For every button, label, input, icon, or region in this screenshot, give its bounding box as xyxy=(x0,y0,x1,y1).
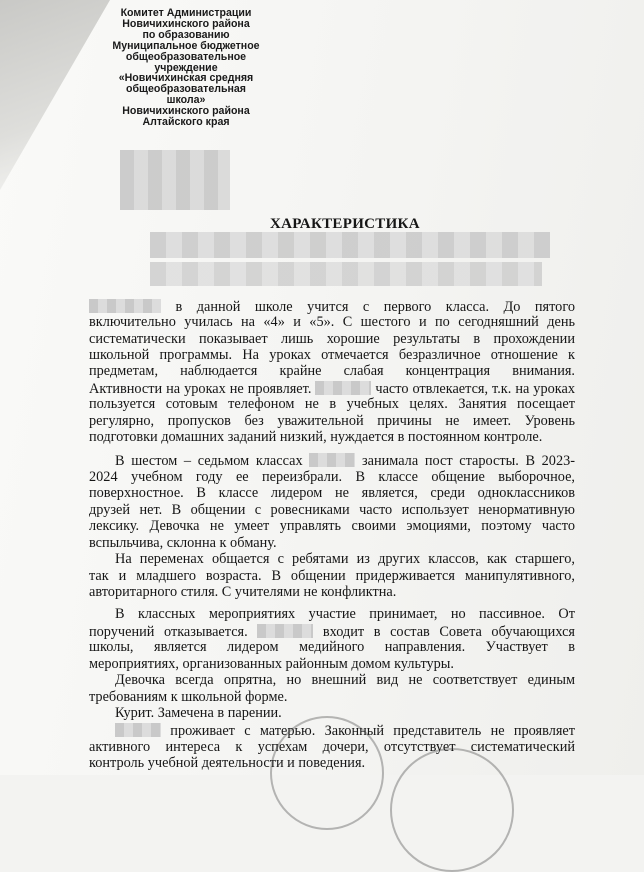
text-fragment: часто отвлекается, т.к. на уроках xyxy=(375,381,575,397)
official-stamp xyxy=(270,716,384,830)
text-fragment: проживает с матерью. Законный представитель не проявляет xyxy=(170,723,575,739)
text-line: школьной программы. На уроках отмечается безразличное отношение к xyxy=(89,347,575,363)
text-line: поверхностное. В классе лидером не является, среди одноклассников xyxy=(89,485,575,501)
header-line: школа» xyxy=(166,94,206,107)
redacted-name xyxy=(115,723,161,737)
text-line: требованиям к школьной форме. xyxy=(89,689,288,705)
text-fragment: занимала пост старосты. В 2023- xyxy=(361,453,576,469)
header-line: общеобразовательная xyxy=(126,83,246,96)
text-fragment: поручений отказывается. xyxy=(89,624,248,640)
text-line: Девочка всегда опрятна, но внешний вид не соответствует единым xyxy=(115,672,575,688)
header-line: Новичихинского района xyxy=(122,105,250,118)
redacted-name xyxy=(150,262,542,286)
page-fold-shadow xyxy=(0,0,110,190)
redacted-name xyxy=(309,453,355,467)
text-line: активного интереса к успехам дочери, отсутствует систематический xyxy=(89,739,575,755)
text-line xyxy=(89,299,575,315)
text-line: Курит. Замечена в парении. xyxy=(115,705,282,721)
text-line: На переменах общается с ребятами из других классов, как старшего, xyxy=(115,551,575,567)
redacted-block xyxy=(120,150,230,210)
header-line: по образованию xyxy=(142,28,230,41)
text-line: лексику. Девочка не умеет управлять своими эмоциями, поэтому часто xyxy=(89,518,575,534)
text-line: систематически показывает лишь хорошие результаты в прохождении xyxy=(89,331,575,347)
organization-header xyxy=(106,8,266,128)
redacted-name xyxy=(89,299,161,313)
redacted-name xyxy=(150,232,550,258)
text-line: контроль учебной деятельности и поведения. xyxy=(89,755,366,771)
text-line: так и младшего возраста. В общении придерживается манипулятивного, xyxy=(89,568,575,584)
header-line: Муниципальное бюджетное xyxy=(112,39,260,52)
text-line xyxy=(89,624,575,640)
text-fragment: в данной школе учится с первого класса. До пятого xyxy=(175,299,575,315)
text-line: друзей нет. В общении с ровесниками часто использует ненормативную xyxy=(89,502,575,518)
header-line: «Новичихинская средняя xyxy=(118,72,254,85)
redacted-name xyxy=(315,381,371,395)
text-line: школы, является лидером медийного направления. Участвует в xyxy=(89,639,575,655)
text-line: подготовки домашних заданий низкий, нуждается в постоянном контроле. xyxy=(89,429,543,445)
text-line: пользуется сотовым телефоном не в учебных целях. Занятия посещает xyxy=(89,396,575,412)
text-line: В классных мероприятиях участие принимает, но пассивное. От xyxy=(115,606,575,622)
redacted-name xyxy=(257,624,313,638)
text-line xyxy=(115,453,575,469)
header-line: Новичихинского района xyxy=(122,17,250,30)
text-line xyxy=(89,381,575,397)
text-fragment: Активности на уроках не проявляет. xyxy=(89,381,312,397)
header-line: Комитет Администрации xyxy=(120,7,252,19)
text-fragment: входит в состав Совета обучающихся xyxy=(322,624,575,640)
text-line: мероприятиях, организованных районным домом культуры. xyxy=(89,656,454,672)
header-line: учреждение xyxy=(154,61,218,74)
text-line: авторитарного стиля. С учителями не конфликтна. xyxy=(89,584,397,600)
text-line: регулярно, пропусков без уважительной причины не имеет. Уровень xyxy=(89,413,575,429)
text-line: вспыльчива, склонна к обману. xyxy=(89,535,277,551)
text-line: предметам, наблюдается крайне слабая концентрация внимания. xyxy=(89,363,575,379)
text-line: включительно училась на «4» и «5». С шестого и по сегодняшний день xyxy=(89,314,575,330)
text-line: 2024 учебном году ее переизбрали. В классе общение выборочное, xyxy=(89,469,575,485)
document-title: ХАРАКТЕРИСТИКА xyxy=(270,216,420,232)
header-line: Алтайского края xyxy=(142,116,230,129)
official-stamp xyxy=(390,748,514,872)
header-line: общеобразовательное xyxy=(125,50,247,63)
text-fragment: В шестом – седьмом классах xyxy=(115,453,303,469)
